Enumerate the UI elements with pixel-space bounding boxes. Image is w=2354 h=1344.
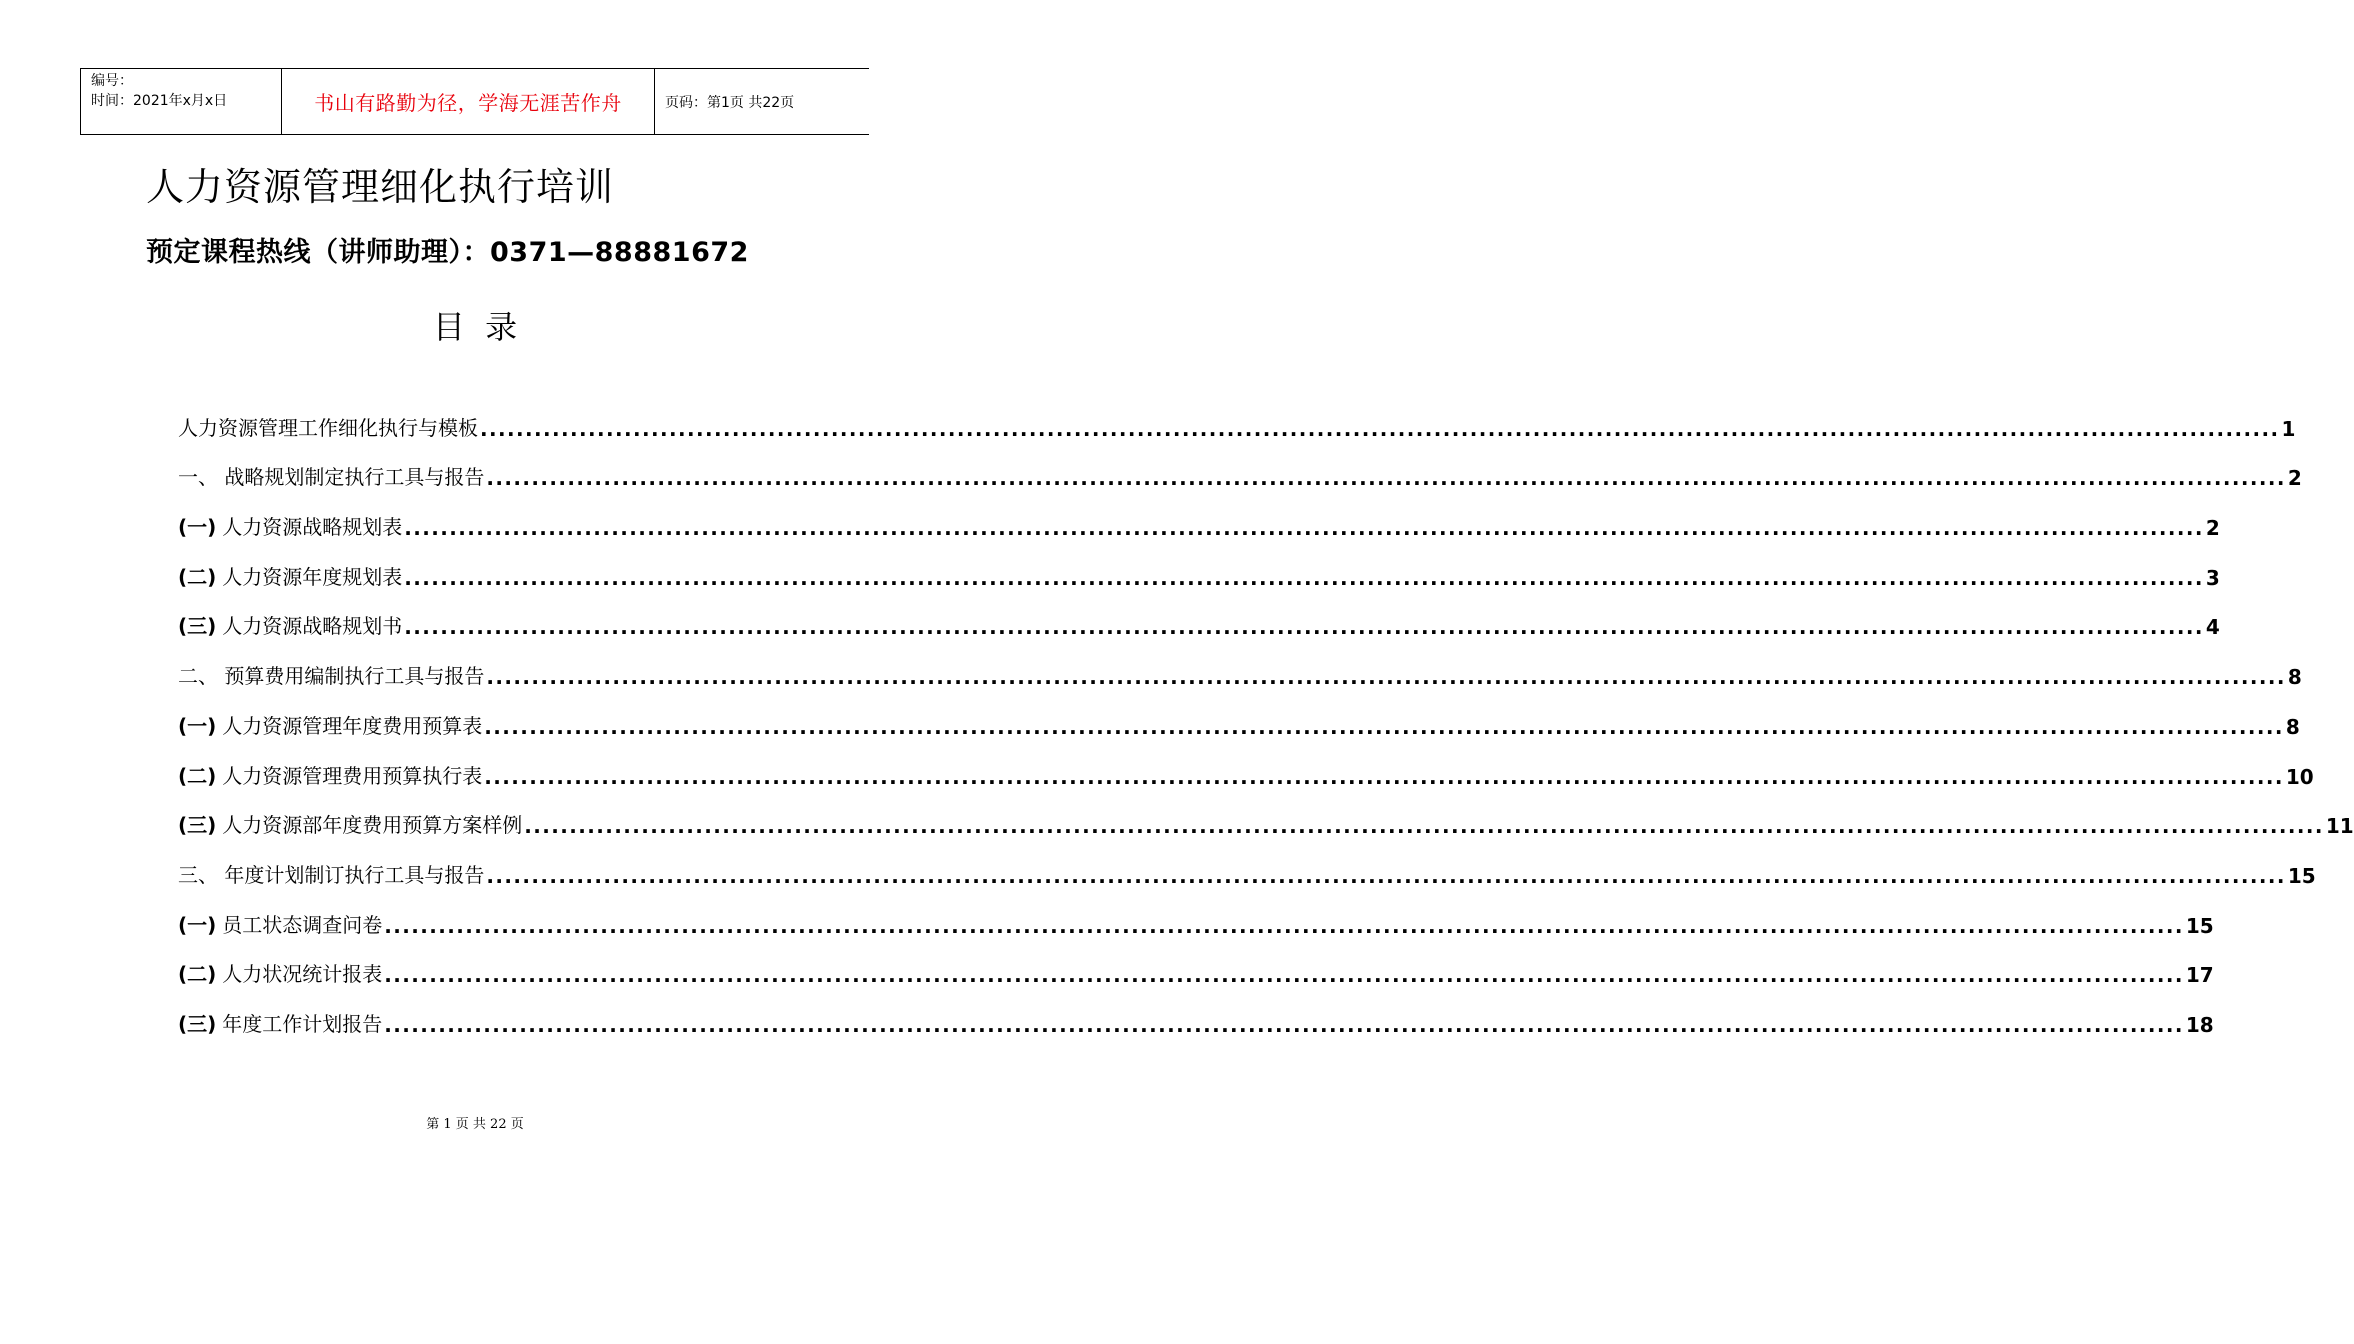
toc-entry[interactable] bbox=[178, 739, 2314, 789]
header-meta-cell bbox=[81, 69, 282, 134]
motto-text: 书山有路勤为径，学海无涯苦作舟 bbox=[314, 91, 622, 115]
toc-entry-page: 1 bbox=[2281, 416, 2296, 441]
toc-entry-page: 4 bbox=[2205, 615, 2220, 640]
toc-entry-prefix: (三) bbox=[178, 614, 217, 639]
toc-entry[interactable] bbox=[178, 540, 2220, 590]
toc-entry-text: 三、 年度计划制订执行工具与报告 bbox=[178, 862, 485, 887]
toc-entry-text: 二、 预算费用编制执行工具与报告 bbox=[178, 664, 485, 689]
toc-entry-text: 员工状态调查问卷 bbox=[222, 912, 383, 937]
toc-dot-leader: ........................................................................................................................................................................................................ bbox=[484, 714, 2284, 739]
toc-entry-prefix: (一) bbox=[178, 912, 217, 937]
toc-entry[interactable] bbox=[178, 639, 2302, 690]
toc-entry[interactable] bbox=[178, 789, 2354, 839]
toc-entry[interactable] bbox=[178, 490, 2220, 541]
toc-entry-prefix: (一) bbox=[178, 515, 217, 540]
page-info: 页码：第1页 共22页 bbox=[665, 94, 795, 111]
toc-entry-page: 15 bbox=[2287, 863, 2316, 888]
toc-dot-leader: ........................................................................................................................................................................................................ bbox=[384, 963, 2184, 988]
header-table bbox=[80, 68, 869, 135]
toc-entry-text: 人力资源年度规划表 bbox=[222, 564, 403, 589]
toc-entry-page: 3 bbox=[2205, 565, 2220, 590]
toc-entry-text: 人力资源部年度费用预算方案样例 bbox=[222, 813, 523, 838]
hotline-text: 预定课程热线（讲师助理）：0371—88881672 bbox=[146, 237, 749, 268]
toc-entry[interactable] bbox=[178, 987, 2214, 1037]
table-of-contents bbox=[178, 391, 2354, 1037]
toc-entry-prefix: (二) bbox=[178, 962, 217, 987]
toc-dot-leader: ........................................................................................................................................................................................................ bbox=[404, 516, 2204, 541]
toc-dot-leader: ........................................................................................................................................................................................................ bbox=[486, 665, 2286, 690]
toc-entry[interactable] bbox=[178, 590, 2220, 640]
toc-entry-text: 人力状况统计报表 bbox=[222, 962, 383, 987]
time-label: 时间：2021年x月x日 bbox=[91, 93, 228, 109]
toc-entry-text: 人力资源战略规划书 bbox=[222, 614, 403, 639]
document-title: 人力资源管理细化执行培训 bbox=[146, 165, 615, 209]
toc-entry-text: 年度工作计划报告 bbox=[222, 1011, 383, 1036]
toc-entry-page: 2 bbox=[2205, 516, 2220, 541]
toc-dot-leader: ........................................................................................................................................................................................................ bbox=[404, 615, 2204, 640]
toc-entry[interactable] bbox=[178, 938, 2214, 988]
toc-dot-leader: ........................................................................................................................................................................................................ bbox=[524, 814, 2324, 839]
serial-label: 编号： bbox=[91, 73, 133, 89]
toc-dot-leader: ........................................................................................................................................................................................................ bbox=[404, 565, 2204, 590]
toc-entry-page: 2 bbox=[2287, 466, 2302, 491]
toc-entry-text: 人力资源管理工作细化执行与模板 bbox=[178, 415, 478, 440]
header-page-cell bbox=[655, 69, 869, 134]
toc-entry-page: 18 bbox=[2185, 1012, 2214, 1037]
toc-entry-page: 15 bbox=[2185, 913, 2214, 938]
toc-entry-page: 8 bbox=[2287, 665, 2302, 690]
toc-entry[interactable] bbox=[178, 838, 2316, 888]
toc-dot-leader: ........................................................................................................................................................................................................ bbox=[486, 863, 2286, 888]
toc-entry[interactable] bbox=[178, 441, 2302, 491]
toc-heading: 目 录 bbox=[432, 308, 518, 346]
toc-dot-leader: ........................................................................................................................................................................................................ bbox=[384, 1012, 2184, 1037]
toc-entry-text: 人力资源战略规划表 bbox=[222, 515, 403, 540]
toc-dot-leader: ........................................................................................................................................................................................................ bbox=[484, 764, 2284, 789]
toc-entry-prefix: (二) bbox=[178, 763, 217, 788]
toc-entry-page: 10 bbox=[2285, 764, 2314, 789]
page-footer: 第 1 页 共 22 页 bbox=[426, 1117, 524, 1132]
toc-entry-page: 8 bbox=[2285, 714, 2300, 739]
toc-entry-page: 17 bbox=[2185, 963, 2214, 988]
toc-entry[interactable] bbox=[178, 689, 2300, 739]
header-motto-cell bbox=[282, 69, 655, 134]
toc-entry-prefix: (三) bbox=[178, 813, 217, 838]
toc-entry-prefix: (一) bbox=[178, 713, 217, 738]
toc-entry-prefix: (三) bbox=[178, 1011, 217, 1036]
toc-dot-leader: ........................................................................................................................................................................................................ bbox=[486, 466, 2286, 491]
toc-entry-text: 一、 战略规划制定执行工具与报告 bbox=[178, 465, 485, 490]
toc-entry-text: 人力资源管理费用预算执行表 bbox=[222, 763, 483, 788]
toc-entry[interactable] bbox=[178, 888, 2214, 938]
toc-dot-leader: ........................................................................................................................................................................................................ bbox=[480, 416, 2280, 441]
toc-dot-leader: ........................................................................................................................................................................................................ bbox=[384, 913, 2184, 938]
toc-entry-prefix: (二) bbox=[178, 564, 217, 589]
toc-entry-page: 11 bbox=[2325, 814, 2354, 839]
toc-entry[interactable] bbox=[178, 391, 2296, 441]
toc-entry-text: 人力资源管理年度费用预算表 bbox=[222, 713, 483, 738]
